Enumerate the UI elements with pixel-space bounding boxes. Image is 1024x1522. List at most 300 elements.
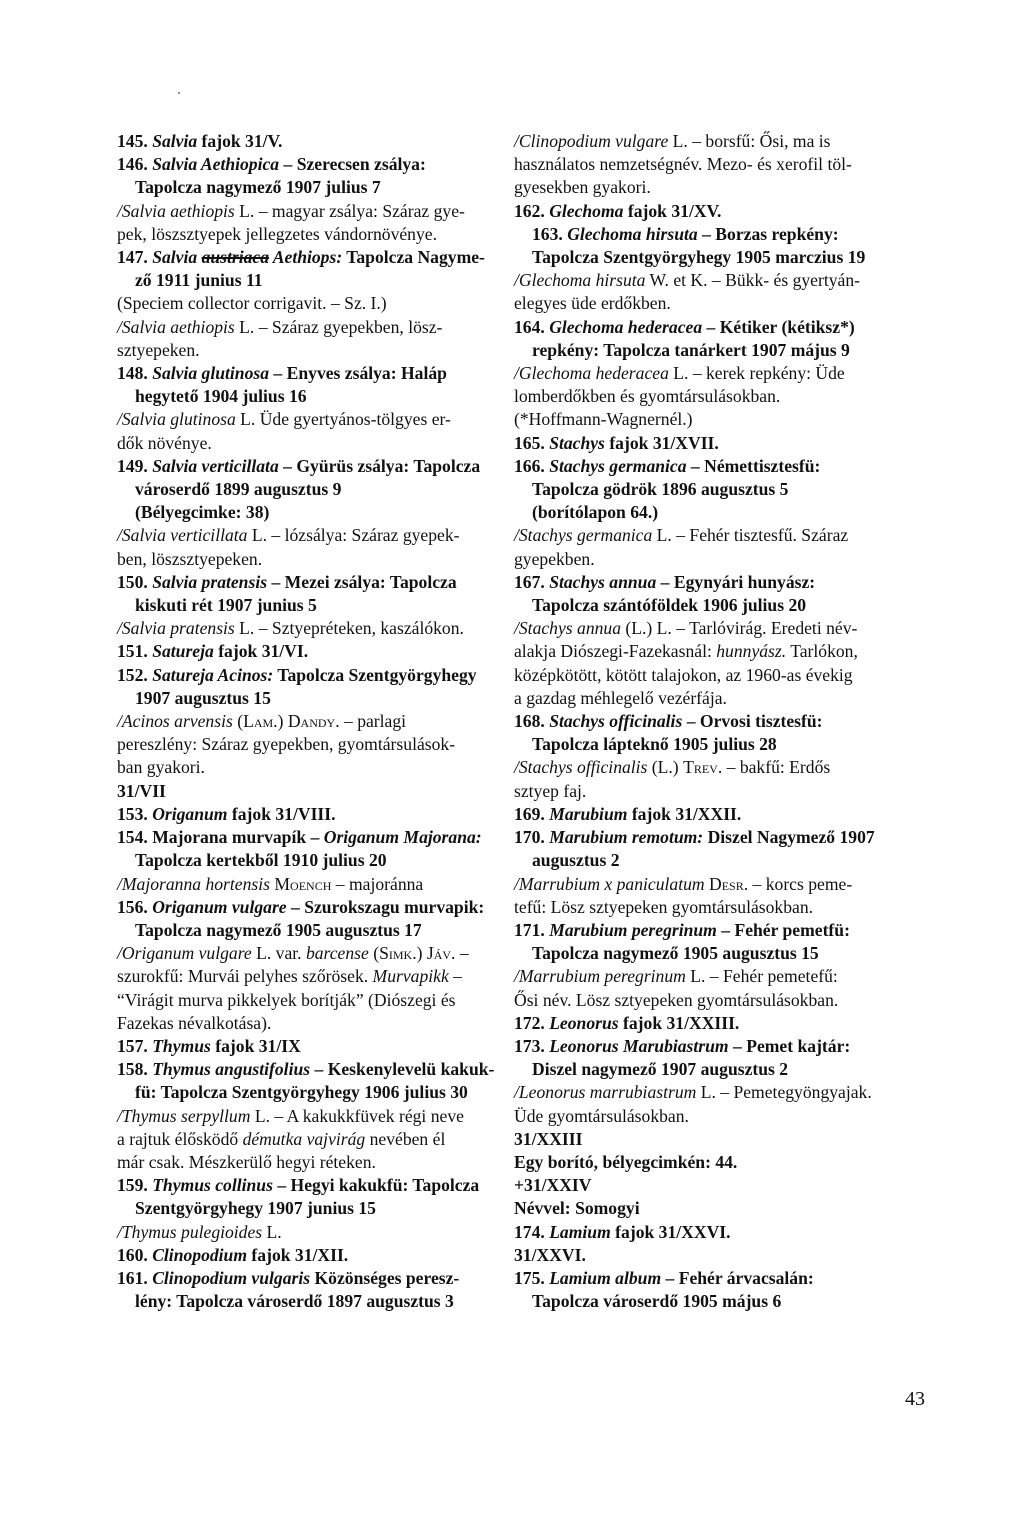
right-column-line bbox=[514, 640, 924, 663]
text-run: Stachys bbox=[549, 432, 605, 453]
text-run: /Clinopodium vulgare bbox=[514, 131, 669, 151]
text-run: Tapolcza kertekből 1910 julius 20 bbox=[135, 850, 387, 871]
text-run: Satureja Acinos: bbox=[152, 664, 274, 685]
right-column-line bbox=[514, 873, 924, 896]
left-column-line bbox=[117, 594, 515, 617]
left-column-line bbox=[117, 710, 515, 733]
text-run: augusztus 2 bbox=[532, 850, 620, 871]
left-column-line bbox=[117, 571, 515, 594]
text-run: 154. Majorana murvapík – bbox=[117, 827, 324, 848]
text-run: már csak. Mészkerülő hegyi réteken. bbox=[117, 1151, 376, 1172]
text-run: Tapolcza Szentgyörgyhegy 1905 marczius 19 bbox=[532, 247, 866, 268]
text-run: Thymus collinus bbox=[152, 1175, 273, 1196]
text-run: lomberdőkben és gyomtársulásokban. bbox=[514, 386, 781, 407]
left-column-line bbox=[117, 385, 515, 408]
left-column-line bbox=[117, 965, 515, 988]
left-column-line bbox=[117, 1012, 515, 1035]
text-run: Stachys annua bbox=[549, 571, 657, 592]
text-run: /Salvia verticillata bbox=[117, 525, 248, 546]
text-run: Stachys officinalis bbox=[549, 711, 683, 732]
text-run: – Hegyi kakukfü: Tapolcza bbox=[272, 1175, 480, 1196]
text-run: /Stachys annua bbox=[514, 618, 622, 639]
text-run: Lam. bbox=[243, 711, 278, 732]
text-run: – Szerecsen zsálya: bbox=[279, 154, 426, 175]
text-run: Origanum Majorana: bbox=[323, 827, 482, 848]
right-column-line bbox=[514, 733, 924, 756]
text-run: 170. bbox=[514, 827, 550, 848]
right-column-line bbox=[514, 849, 924, 872]
text-run: Thymus angustifolius bbox=[152, 1059, 311, 1080]
text-run: /Stachys germanica bbox=[514, 525, 653, 546]
text-run: – Szurokszagu murvapik: bbox=[286, 896, 485, 917]
left-column-line bbox=[117, 803, 515, 826]
text-run: 151. bbox=[117, 641, 153, 662]
right-column-line bbox=[514, 385, 924, 408]
left-column-line bbox=[117, 292, 515, 315]
text-run: kiskuti rét 1907 junius 5 bbox=[135, 595, 317, 616]
text-run: Moench bbox=[274, 873, 332, 894]
text-run: sztyepeken. bbox=[117, 339, 200, 360]
text-run: +31/XXIV bbox=[514, 1175, 592, 1196]
right-column-line bbox=[514, 989, 924, 1012]
text-run: 150. bbox=[117, 571, 153, 592]
text-run: /Leonorus marrubiastrum bbox=[514, 1082, 697, 1103]
left-column-line bbox=[117, 1035, 515, 1058]
text-run: /Salvia glutinosa bbox=[117, 409, 236, 430]
text-run: fü: Tapolcza Szentgyörgyhegy 1906 julius 30 bbox=[135, 1082, 468, 1103]
text-run: 145. bbox=[117, 131, 153, 151]
text-run: a rajtuk élősködő bbox=[117, 1128, 243, 1149]
text-run: ) bbox=[416, 943, 427, 964]
right-column-line bbox=[514, 524, 924, 547]
right-column-line bbox=[514, 617, 924, 640]
text-run: gyesekben gyakori. bbox=[514, 177, 651, 198]
right-column-line bbox=[514, 548, 924, 571]
text-run: – korcs peme- bbox=[748, 873, 853, 894]
text-run: L. – magyar zsálya: Száraz gye- bbox=[234, 200, 465, 221]
text-run: fajok 31/XXII. bbox=[627, 803, 742, 824]
text-run: városerdő 1899 augusztus 9 bbox=[135, 479, 342, 500]
left-column-line bbox=[117, 733, 515, 756]
text-run: L. – Pemetegyöngyajak. bbox=[696, 1082, 872, 1103]
text-run: a gazdag méhlegelő vezérfája. bbox=[514, 687, 727, 708]
left-column-line bbox=[117, 617, 515, 640]
left-column-line bbox=[117, 246, 515, 269]
right-column-line bbox=[514, 223, 924, 246]
right-column-line bbox=[514, 1035, 924, 1058]
text-run: fajok 31/IX bbox=[210, 1035, 301, 1056]
left-column-line bbox=[117, 269, 515, 292]
text-run: Marubium peregrinum bbox=[549, 919, 717, 940]
text-run: L. Üde gyertyános-tölgyes er- bbox=[235, 409, 451, 430]
text-run: 160. bbox=[117, 1244, 153, 1265]
left-column-line bbox=[117, 1081, 515, 1104]
text-run: fajok 31/VIII. bbox=[227, 803, 336, 824]
text-run: Tapolcza nagymező 1905 augusztus 15 bbox=[532, 943, 819, 964]
text-run: ző 1911 junius 11 bbox=[135, 270, 263, 291]
text-run: fajok 31/XXIII. bbox=[618, 1012, 740, 1033]
text-run: – Egynyári hunyász: bbox=[656, 571, 816, 592]
text-run: – majoránna bbox=[331, 873, 424, 894]
text-run: 169. bbox=[514, 803, 550, 824]
text-run: Salvia glutinosa bbox=[152, 363, 270, 384]
text-run: “Virágit murva pikkelyek borítják” (Diószegi és bbox=[117, 989, 456, 1010]
right-column-line bbox=[514, 408, 924, 431]
text-run: hegytető 1904 julius 16 bbox=[135, 386, 307, 407]
text-run: /Stachys officinalis bbox=[514, 757, 648, 778]
text-run: Origanum vulgare bbox=[152, 896, 287, 917]
text-run: Ősi név. Lösz sztyepeken gyomtársulásokban. bbox=[514, 989, 839, 1010]
text-run: 156. bbox=[117, 896, 153, 917]
text-run: 152. bbox=[117, 664, 153, 685]
text-run: 164. bbox=[514, 316, 550, 337]
text-run: – bbox=[448, 966, 462, 987]
left-column-line bbox=[117, 664, 515, 687]
text-run: – bbox=[455, 943, 469, 964]
right-column-line bbox=[514, 1081, 924, 1104]
left-column-line bbox=[117, 153, 515, 176]
left-column-line bbox=[117, 1105, 515, 1128]
right-column bbox=[514, 130, 924, 1313]
text-run: Salvia bbox=[152, 247, 202, 268]
text-run: fajok 31/VI. bbox=[213, 641, 309, 662]
text-run: L. – borsfű: Ősi, ma is bbox=[668, 131, 831, 151]
text-run: Simk. bbox=[379, 943, 417, 964]
left-column-line bbox=[117, 223, 515, 246]
left-column-line bbox=[117, 919, 515, 942]
text-run: 31/XXVI. bbox=[514, 1244, 586, 1265]
text-run: – Fehér árvacsalán: bbox=[661, 1267, 814, 1288]
text-run: 31/VII bbox=[117, 780, 166, 801]
text-run: Tapolcza lápteknő 1905 julius 28 bbox=[532, 734, 777, 755]
text-run: Egy borító, bélyegcimkén: 44. bbox=[514, 1151, 738, 1172]
text-run: Dandy bbox=[287, 711, 336, 732]
text-run: L. – Sztyepréteken, kaszálókon. bbox=[234, 618, 464, 639]
text-run: 146. bbox=[117, 154, 153, 175]
right-column-line bbox=[514, 1151, 924, 1174]
text-run: Jáv. bbox=[426, 943, 456, 964]
text-run: 147. bbox=[117, 247, 153, 268]
print-speck bbox=[178, 92, 180, 94]
right-column-line bbox=[514, 780, 924, 803]
right-column-line bbox=[514, 826, 924, 849]
right-column-line bbox=[514, 1105, 924, 1128]
text-run: /Acinos arvensis bbox=[117, 711, 233, 732]
text-run: Tapolcza szántóföldek 1906 julius 20 bbox=[532, 595, 807, 616]
right-column-line bbox=[514, 246, 924, 269]
left-column-line bbox=[117, 1221, 515, 1244]
text-run: (borítólapon 64.) bbox=[532, 502, 659, 523]
text-run: (Bélyegcimke: 38) bbox=[135, 502, 270, 523]
left-column-line bbox=[117, 1058, 515, 1081]
right-column-line bbox=[514, 339, 924, 362]
left-column-line bbox=[117, 524, 515, 547]
right-column-line bbox=[514, 919, 924, 942]
text-run: . – parlagi bbox=[335, 711, 407, 732]
left-column-line bbox=[117, 826, 515, 849]
text-run: Salvia verticillata bbox=[152, 455, 279, 476]
text-run: Glechoma bbox=[549, 200, 624, 221]
left-column-line bbox=[117, 362, 515, 385]
text-run: ban gyakori. bbox=[117, 757, 205, 778]
text-run: Névvel: Somogyi bbox=[514, 1198, 640, 1219]
left-column-line bbox=[117, 200, 515, 223]
text-run: ) bbox=[277, 711, 288, 732]
text-run: 173. bbox=[514, 1035, 550, 1056]
left-column-line bbox=[117, 501, 515, 524]
text-run: /Salvia pratensis bbox=[117, 618, 235, 639]
left-column-line bbox=[117, 548, 515, 571]
left-column-line bbox=[117, 1267, 515, 1290]
left-column-line bbox=[117, 130, 515, 153]
text-run: Clinopodium vulgaris bbox=[152, 1267, 311, 1288]
text-run: Marubium remotum: bbox=[549, 827, 704, 848]
text-run: középkötött, kötött talajokon, az 1960-as évekig bbox=[514, 664, 853, 685]
text-run: ( bbox=[232, 711, 244, 732]
text-run: Marubium bbox=[549, 803, 628, 824]
text-run: Trev. bbox=[683, 757, 723, 778]
text-run: sztyep faj. bbox=[514, 780, 587, 801]
text-run: Tapolcza nagymező 1907 julius 7 bbox=[135, 177, 381, 198]
left-column-line bbox=[117, 176, 515, 199]
text-run: – Kétiker (kétiksz*) bbox=[702, 316, 855, 337]
text-run: Desr. bbox=[709, 873, 749, 894]
text-run: 167. bbox=[514, 571, 550, 592]
right-column-line bbox=[514, 269, 924, 292]
left-column bbox=[117, 130, 515, 1313]
right-column-line bbox=[514, 153, 924, 176]
text-run: – Borzas repkény: bbox=[697, 223, 839, 244]
text-run: Thymus bbox=[152, 1035, 211, 1056]
text-run: austriaca bbox=[201, 247, 270, 268]
text-run: 149. bbox=[117, 455, 153, 476]
text-run: 161. bbox=[117, 1267, 153, 1288]
left-column-line bbox=[117, 339, 515, 362]
text-run: /Salvia aethiopis bbox=[117, 200, 235, 221]
right-column-line bbox=[514, 292, 924, 315]
text-run: Fazekas névalkotása). bbox=[117, 1012, 272, 1033]
text-run: Tapolcza nagymező 1905 augusztus 17 bbox=[135, 919, 422, 940]
text-run: barcense bbox=[305, 943, 369, 964]
text-run: L. – lózsálya: Száraz gyepek- bbox=[247, 525, 460, 546]
text-run: 165. bbox=[514, 432, 550, 453]
text-run: 163. bbox=[532, 223, 568, 244]
left-column-line bbox=[117, 316, 515, 339]
right-column-line bbox=[514, 756, 924, 779]
text-run: – Pemet kajtár: bbox=[728, 1035, 851, 1056]
text-run: /Thymus serpyllum bbox=[117, 1105, 251, 1126]
text-run: Tapolcza Szentgyörgyhegy bbox=[273, 664, 477, 685]
left-column-line bbox=[117, 780, 515, 803]
text-run: Lamium bbox=[549, 1221, 611, 1242]
page-number: 43 bbox=[905, 1388, 925, 1410]
right-column-line bbox=[514, 1221, 924, 1244]
text-run: pek, löszsztyepek jellegzetes vándornövénye. bbox=[117, 223, 437, 244]
text-run: Diszel nagymező 1907 augusztus 2 bbox=[532, 1059, 789, 1080]
left-column-line bbox=[117, 408, 515, 431]
text-run: Leonorus Marubiastrum bbox=[549, 1035, 729, 1056]
text-run: fajok 31/XV. bbox=[623, 200, 722, 221]
text-run: repkény: Tapolcza tanárkert 1907 május 9 bbox=[532, 339, 850, 360]
text-run: fajok 31/XXVI. bbox=[610, 1221, 731, 1242]
right-column-line bbox=[514, 1290, 924, 1313]
text-run: /Origanum vulgare bbox=[117, 943, 252, 964]
text-run: Tapolcza gödrök 1896 augusztus 5 bbox=[532, 479, 789, 500]
text-run: /Salvia aethiopis bbox=[117, 316, 235, 337]
right-column-line bbox=[514, 1267, 924, 1290]
left-column-line bbox=[117, 942, 515, 965]
right-column-line bbox=[514, 965, 924, 988]
text-run: Origanum bbox=[152, 803, 228, 824]
text-run: (Speciem collector corrigavit. – Sz. I.) bbox=[117, 293, 387, 314]
text-run: – Orvosi tisztesfü: bbox=[682, 711, 823, 732]
left-column-line bbox=[117, 1151, 515, 1174]
left-column-line bbox=[117, 478, 515, 501]
text-run: (L.) L. – Tarlóvirág. Eredeti név- bbox=[621, 618, 858, 639]
text-run: gyepekben. bbox=[514, 548, 595, 569]
text-run: 168. bbox=[514, 711, 550, 732]
left-column-line bbox=[117, 756, 515, 779]
text-run: Clinopodium bbox=[152, 1244, 248, 1265]
left-column-line bbox=[117, 896, 515, 919]
right-column-line bbox=[514, 687, 924, 710]
right-column-line bbox=[514, 710, 924, 733]
text-run: ( bbox=[368, 943, 380, 964]
text-run: alakja Diószegi-Fazekasnál: bbox=[514, 641, 717, 662]
text-run: Murvapikk bbox=[372, 966, 449, 987]
text-run: L. – kerek repkény: Üde bbox=[668, 363, 845, 384]
text-run: – Keskenylevelü kakuk- bbox=[310, 1059, 495, 1080]
left-column-line bbox=[117, 455, 515, 478]
text-run: 157. bbox=[117, 1035, 153, 1056]
text-run: 172. bbox=[514, 1012, 550, 1033]
text-run: 175. bbox=[514, 1267, 550, 1288]
text-run: Közönséges peresz- bbox=[310, 1267, 460, 1288]
text-run: fajok 31/XII. bbox=[247, 1244, 349, 1265]
text-run: 153. bbox=[117, 803, 153, 824]
right-column-line bbox=[514, 1244, 924, 1267]
right-column-line bbox=[514, 176, 924, 199]
right-column-line bbox=[514, 478, 924, 501]
text-run: /Thymus pulegioides bbox=[117, 1221, 263, 1242]
text-run: /Glechoma hirsuta bbox=[514, 270, 646, 291]
text-run: 174. bbox=[514, 1221, 550, 1242]
text-run: – Fehér pemetfü: bbox=[716, 919, 850, 940]
text-run: Lamium album bbox=[549, 1267, 662, 1288]
text-run: 159. bbox=[117, 1175, 153, 1196]
left-column-line bbox=[117, 989, 515, 1012]
text-run: – bakfű: Erdős bbox=[722, 757, 831, 778]
right-column-line bbox=[514, 455, 924, 478]
text-run: Salvia pratensis bbox=[152, 571, 268, 592]
text-run: L. – Száraz gyepekben, lösz- bbox=[234, 316, 443, 337]
text-run: 171. bbox=[514, 919, 550, 940]
text-run: Leonorus bbox=[549, 1012, 619, 1033]
text-run: hunnyász. bbox=[716, 641, 787, 662]
right-column-line bbox=[514, 1012, 924, 1035]
right-column-line bbox=[514, 200, 924, 223]
left-column-line bbox=[117, 687, 515, 710]
text-run: lény: Tapolcza városerdő 1897 augusztus 3 bbox=[135, 1291, 454, 1312]
text-run: L. var. bbox=[251, 943, 306, 964]
text-run: Satureja bbox=[152, 641, 214, 662]
text-run: /Marrubium x paniculatum bbox=[514, 873, 705, 894]
text-run: – Gyürüs zsálya: Tapolcza bbox=[278, 455, 481, 476]
text-run: (L.) bbox=[647, 757, 684, 778]
text-run: Tapolcza városerdő 1905 május 6 bbox=[532, 1291, 782, 1312]
text-run: ben, löszsztyepeken. bbox=[117, 548, 263, 569]
text-run: W. et K. – Bükk- és gyertyán- bbox=[645, 270, 860, 291]
left-column-line bbox=[117, 849, 515, 872]
text-run: Glechoma hirsuta bbox=[567, 223, 698, 244]
text-run: /Glechoma hederacea bbox=[514, 363, 669, 384]
text-run: elegyes üde erdőkben. bbox=[514, 293, 671, 314]
text-run: L. – A kakukkfüvek régi neve bbox=[250, 1105, 464, 1126]
left-column-line bbox=[117, 1290, 515, 1313]
right-column-line bbox=[514, 130, 924, 153]
left-column-line bbox=[117, 1128, 515, 1151]
text-run: 166. bbox=[514, 455, 550, 476]
left-column-line bbox=[117, 1174, 515, 1197]
text-run: – Enyves zsálya: Haláp bbox=[269, 363, 447, 384]
right-column-line bbox=[514, 803, 924, 826]
right-column-line bbox=[514, 1174, 924, 1197]
text-run: szurokfű: Murvái pelyhes szőrösek. bbox=[117, 966, 373, 987]
text-run: tefű: Lösz sztyepeken gyomtársulásokban. bbox=[514, 896, 814, 917]
text-run: L. bbox=[262, 1221, 282, 1242]
text-run: L. – Fehér pemetefű: bbox=[685, 966, 838, 987]
text-run: 31/XXIII bbox=[514, 1128, 583, 1149]
right-column-line bbox=[514, 942, 924, 965]
text-run: 148. bbox=[117, 363, 153, 384]
text-run: nevében él bbox=[365, 1128, 446, 1149]
left-column-line bbox=[117, 1197, 515, 1220]
left-column-line bbox=[117, 640, 515, 663]
left-column-line bbox=[117, 873, 515, 896]
right-column-line bbox=[514, 1197, 924, 1220]
text-run: fajok 31/XVII. bbox=[604, 432, 719, 453]
text-run: Szentgyörgyhegy 1907 junius 15 bbox=[135, 1198, 376, 1219]
right-column-line bbox=[514, 571, 924, 594]
text-run: L. – Fehér tisztesfű. Száraz bbox=[652, 525, 849, 546]
text-run: Stachys germanica bbox=[549, 455, 687, 476]
text-run: /Majoranna hortensis bbox=[117, 873, 270, 894]
right-column-line bbox=[514, 1058, 924, 1081]
text-run: démutka vajvirág bbox=[242, 1128, 366, 1149]
right-column-line bbox=[514, 501, 924, 524]
text-run: fajok 31/V. bbox=[197, 131, 283, 151]
text-run: használatos nemzetségnév. Mezo- és xerofil töl- bbox=[514, 154, 852, 175]
right-column-line bbox=[514, 664, 924, 687]
right-column-line bbox=[514, 316, 924, 339]
right-column-line bbox=[514, 432, 924, 455]
right-column-line bbox=[514, 1128, 924, 1151]
text-run: dők növénye. bbox=[117, 432, 212, 453]
text-run: Diszel Nagymező 1907 bbox=[703, 827, 875, 848]
right-column-line bbox=[514, 594, 924, 617]
text-run: Glechoma hederacea bbox=[549, 316, 703, 337]
text-run: Tapolcza Nagyme- bbox=[342, 247, 485, 268]
right-column-line bbox=[514, 362, 924, 385]
right-column-line bbox=[514, 896, 924, 919]
text-run: – Némettisztesfü: bbox=[686, 455, 821, 476]
text-run: Aethiops: bbox=[269, 247, 343, 268]
text-run: 162. bbox=[514, 200, 550, 221]
text-run: (*Hoffmann-Wagnernél.) bbox=[514, 409, 693, 430]
text-run: 1907 augusztus 15 bbox=[135, 687, 271, 708]
left-column-line bbox=[117, 1244, 515, 1267]
text-run: Salvia Aethiopica bbox=[152, 154, 280, 175]
